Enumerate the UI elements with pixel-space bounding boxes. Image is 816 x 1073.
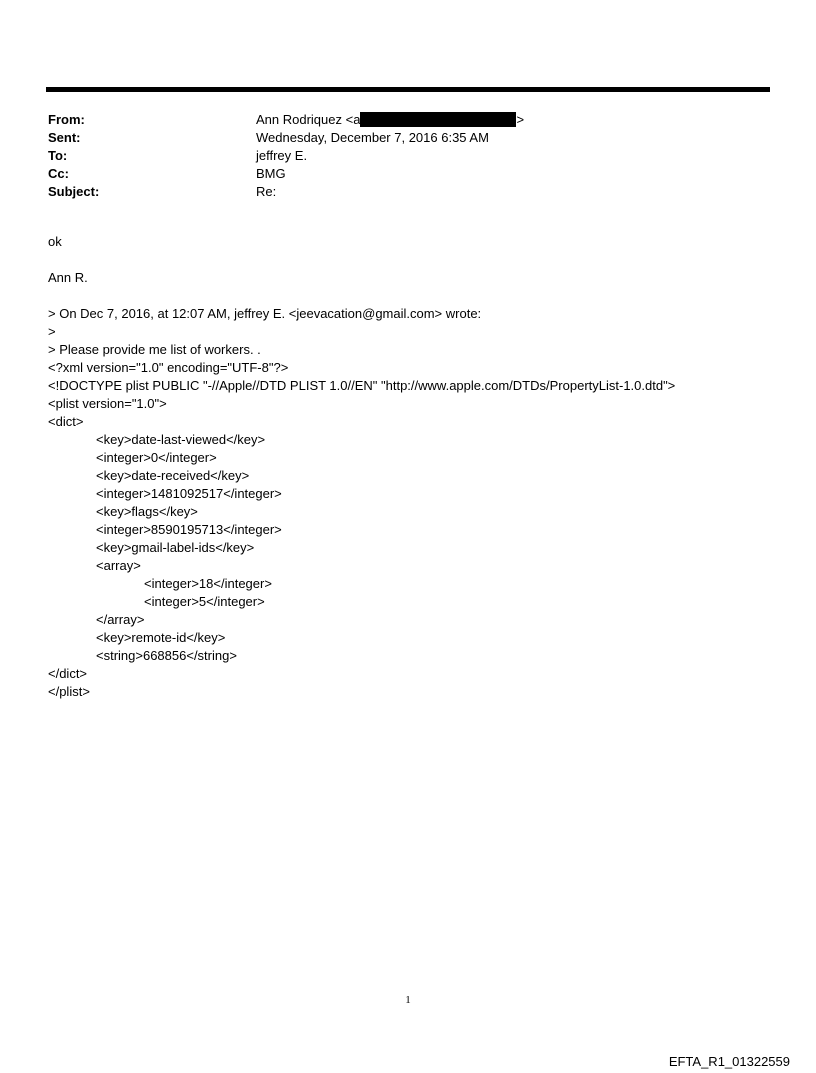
from-row — [48, 111, 748, 129]
email-body — [48, 233, 788, 701]
redaction-block — [360, 112, 516, 127]
from-close: > — [516, 112, 525, 127]
xml-line: <key>date-last-viewed</key> — [96, 432, 266, 447]
xml-line: <integer>0</integer> — [96, 450, 217, 465]
email-header — [48, 111, 748, 201]
page-number: 1 — [405, 994, 411, 1006]
xml-line: <key>remote-id</key> — [96, 630, 226, 645]
xml-line: <integer>8590195713</integer> — [96, 522, 282, 537]
cc-row — [48, 165, 748, 183]
bates-number: EFTA_R1_01322559 — [668, 1054, 790, 1069]
signature: Ann R. — [48, 270, 88, 285]
xml-declaration: <?xml version="1.0" encoding="UTF-8"?> — [48, 360, 289, 375]
header-divider — [46, 87, 770, 92]
cc-value: BMG — [256, 166, 286, 181]
quoted-message: > Please provide me list of workers. . — [48, 342, 261, 357]
sent-label: Sent: — [48, 130, 81, 145]
dict-close: </dict> — [48, 666, 88, 681]
from-name: Ann Rodriquez <a — [256, 112, 361, 127]
from-label: From: — [48, 112, 85, 127]
xml-line: <string>668856</string> — [96, 648, 237, 663]
sent-row — [48, 129, 748, 147]
xml-line: <key>gmail-label-ids</key> — [96, 540, 255, 555]
quoted-header: > On Dec 7, 2016, at 12:07 AM, jeffrey E. <jeevacation@gmail.com> wrote: — [48, 306, 482, 321]
sent-value: Wednesday, December 7, 2016 6:35 AM — [256, 130, 489, 145]
quoted-line: > — [48, 324, 56, 339]
dict-open: <dict> — [48, 414, 84, 429]
plist-open: <plist version="1.0"> — [48, 396, 167, 411]
xml-line: <array> — [96, 558, 141, 573]
cc-label: Cc: — [48, 166, 69, 181]
xml-line: <key>date-received</key> — [96, 468, 250, 483]
xml-line: <integer>5</integer> — [144, 594, 265, 609]
plist-close: </plist> — [48, 684, 90, 699]
xml-line: <key>flags</key> — [96, 504, 198, 519]
subject-value: Re: — [256, 184, 277, 199]
subject-label: Subject: — [48, 184, 100, 199]
to-label: To: — [48, 148, 68, 163]
xml-line: <integer>1481092517</integer> — [96, 486, 282, 501]
reply-text: ok — [48, 234, 62, 249]
to-value: jeffrey E. — [256, 148, 308, 163]
from-value — [256, 111, 524, 129]
xml-line: <integer>18</integer> — [144, 576, 272, 591]
xml-doctype: <!DOCTYPE plist PUBLIC "-//Apple//DTD PLIST 1.0//EN" "http://www.apple.com/DTDs/PropertyList-1.0.dtd"> — [48, 378, 676, 393]
subject-row — [48, 183, 748, 201]
to-row — [48, 147, 748, 165]
xml-line: </array> — [96, 612, 145, 627]
